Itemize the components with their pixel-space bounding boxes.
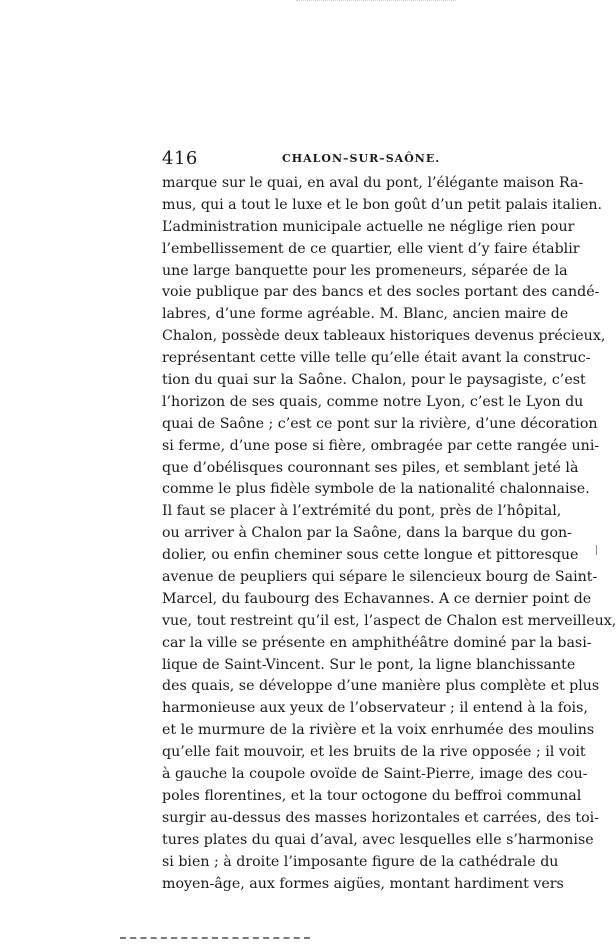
text-line: et le murmure de la rivière et la voix enrhumée des moulins	[162, 722, 595, 739]
text-line: L’administration municipale actuelle ne néglige rien pour	[162, 218, 575, 235]
text-line: des quais, se développe d’une manière plus complète et plus	[162, 678, 600, 695]
text-line: à gauche la coupole ovoïde de Saint-Pierre, image des cou-	[162, 766, 588, 783]
text-line: Il faut se placer à l’extrémité du pont, près de l’hôpital,	[162, 503, 562, 520]
text-line: l’horizon de ses quais, comme notre Lyon, c’est le Lyon du	[162, 393, 584, 410]
text-line: car la ville se présente en amphithéâtre dominé par la basi-	[162, 634, 592, 651]
text-line: Chalon, possède deux tableaux historiques devenus précieux,	[162, 328, 606, 345]
text-line: qu’elle fait mouvoir, et les bruits de la rive opposée ; il voit	[162, 744, 586, 761]
text-line: représentant cette ville telle qu’elle était avant la construc-	[162, 350, 591, 367]
scan-artifact-top	[296, 0, 456, 1]
text-line: avenue de peupliers qui sépare le silencieux bourg de Saint-	[162, 569, 598, 586]
text-line: tion du quai sur la Saône. Chalon, pour le paysagiste, c’est	[162, 372, 586, 389]
text-line: tures plates du quai d’aval, avec lesquelles elle s’harmonise	[162, 831, 594, 848]
text-line: labres, d’une forme agréable. M. Blanc, ancien maire de	[162, 306, 569, 323]
text-line: harmonieuse aux yeux de l’observateur ; il entend à la fois,	[162, 700, 588, 717]
text-line: si ferme, d’une pose si fière, ombragée par cette rangée uni-	[162, 437, 600, 454]
text-line: marque sur le quai, en aval du pont, l’élégante maison Ra-	[162, 175, 584, 191]
text-line: une large banquette pour les promeneurs, séparée de la	[162, 262, 568, 279]
scan-margin-mark	[596, 545, 597, 555]
text-line: vue, tout restreint qu’il est, l’aspect de Chalon est merveilleux,	[162, 612, 616, 629]
text-line: si bien ; à droite l’imposante figure de la cathédrale du	[162, 853, 559, 870]
text-line: Marcel, du faubourg des Echavannes. A ce dernier point de	[162, 590, 592, 607]
page-number: 416	[162, 148, 198, 169]
body-text	[162, 173, 616, 895]
page-header	[162, 148, 514, 170]
text-line: que d’obélisques couronnant ses piles, et semblant jeté là	[162, 459, 579, 476]
text-line: surgir au-dessus des masses horizontales et carrées, des toi-	[162, 809, 599, 826]
text-line: lique de Saint-Vincent. Sur le pont, la ligne blanchissante	[162, 656, 576, 673]
text-line: poles florentines, et la tour octogone du beffroi communal	[162, 787, 582, 804]
text-line: comme le plus fidèle symbole de la nationalité chalonnaise.	[162, 481, 590, 498]
text-line: l’embellissement de ce quartier, elle vient d’y faire établir	[162, 240, 580, 257]
text-line: moyen-âge, aux formes aigües, montant hardiment vers	[162, 875, 564, 892]
text-line: voie publique par des bancs et des socles portant des candé-	[162, 284, 600, 301]
text-line: dolier, ou enfin cheminer sous cette longue et pittoresque	[162, 547, 579, 564]
text-line: ou arriver à Chalon par la Saône, dans la barque du gon-	[162, 525, 572, 542]
text-line: mus, qui a tout le luxe et le bon goût d’un petit palais italien.	[162, 196, 603, 213]
text-line: quai de Saône ; c’est ce pont sur la rivière, d’une décoration	[162, 415, 598, 432]
scan-artifact-bottom	[120, 937, 310, 939]
running-title: CHALON–SUR–SAÔNE.	[282, 152, 441, 165]
